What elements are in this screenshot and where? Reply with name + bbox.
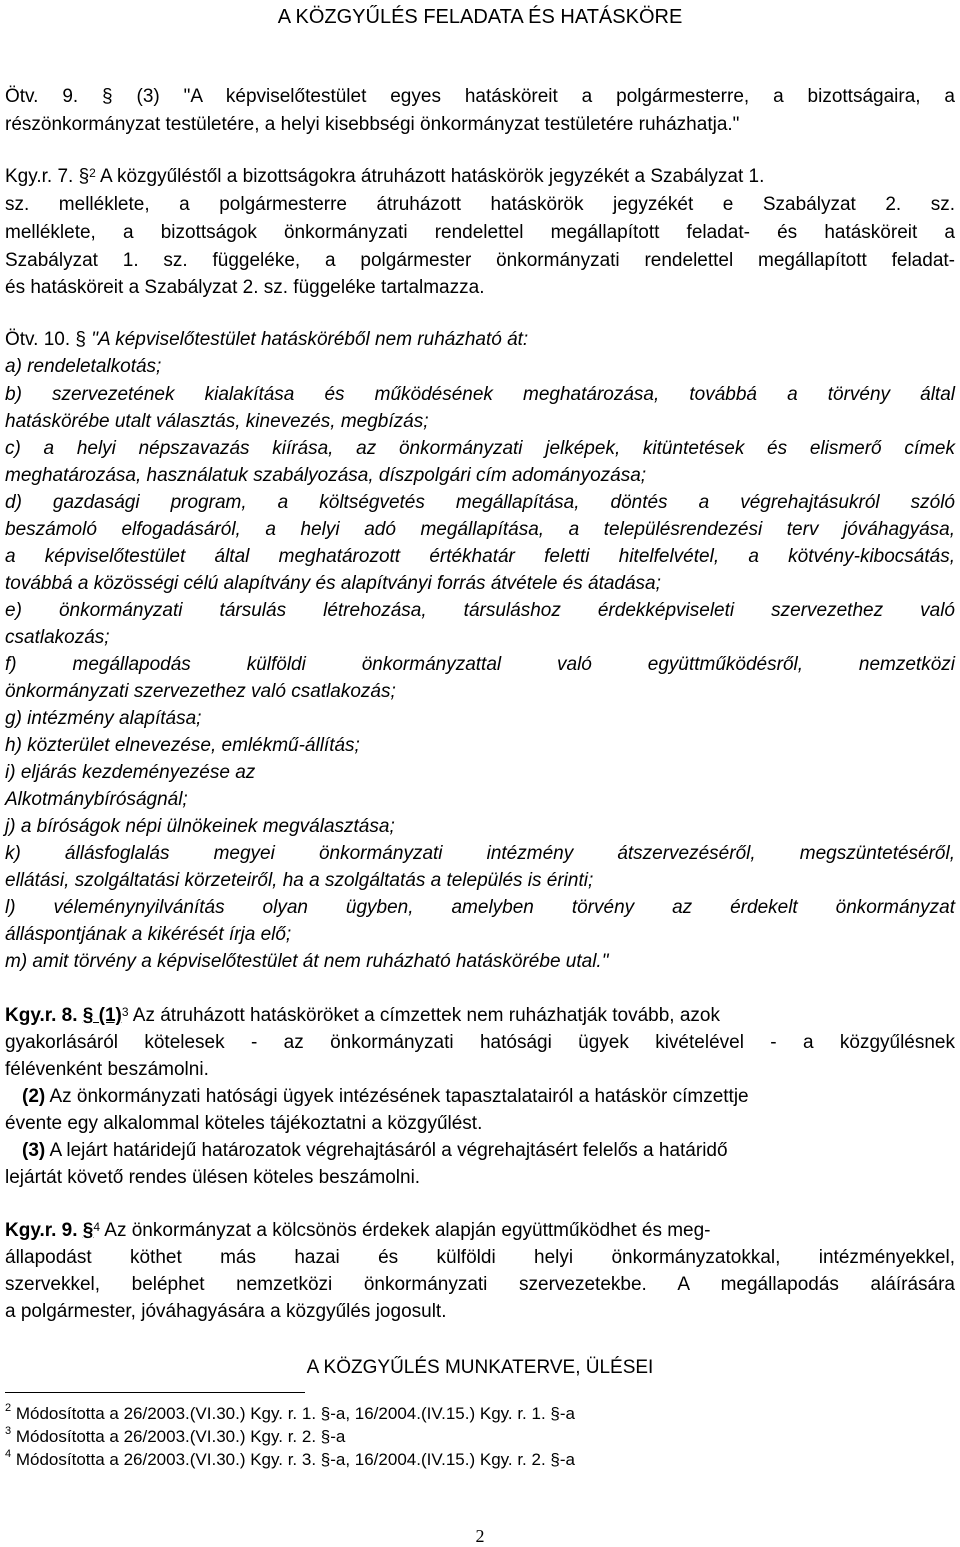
list-item: b) szervezetének kialakítása és működésének meghatározása, továbbá a törvény által (5, 384, 955, 405)
footnote-text: Módosította a 26/2003.(VI.30.) Kgy. r. 3. §-a, 16/2004.(IV.15.) Kgy. r. 2. §-a (11, 1450, 575, 1469)
paragraph-line: sz. melléklete, a polgármesterre átruházott hatáskörök jegyzékét e Szabályzat 2. sz. (5, 194, 955, 215)
footnote (5, 1450, 575, 1470)
list-item: l) véleménynyilvánítás olyan ügyben, amelyben törvény az érdekelt önkormányzat (5, 897, 955, 918)
footnote-text: Módosította a 26/2003.(VI.30.) Kgy. r. 2. §-a (11, 1427, 346, 1446)
list-item: j) a bíróságok népi ülnökeinek megválasztása; (5, 816, 395, 837)
paragraph-line: a polgármester, jóváhagyására a közgyűlés jogosult. (5, 1301, 447, 1322)
paragraph-line: részönkormányzat testületére, a helyi kisebbségi önkormányzat testületére ruházhatja." (5, 114, 740, 135)
rule-reference: Kgy.r. 7. § (5, 166, 90, 187)
paragraph-text: A közgyűléstől a bizottságokra átruházott hatáskörök jegyzékét a Szabályzat 1. (95, 166, 765, 187)
footnote-number: 2 (5, 1402, 12, 1414)
paragraph-line (5, 1220, 955, 1242)
list-item: h) közterület elnevezése, emlékmű-állítás; (5, 735, 360, 756)
rule-reference: Kgy.r. 8. (5, 1005, 78, 1026)
list-item: k) állásfoglalás megyei önkormányzati intézmény átszervezéséről, megszüntetéséről, (5, 843, 955, 864)
list-item: csatlakozás; (5, 627, 110, 648)
paragraph-line: állapodást köthet más hazai és külföldi helyi önkormányzatokkal, intézményekkel, (5, 1247, 955, 1268)
paragraph-line: Ötv. 9. § (3) "A képviselőtestület egyes hatásköreit a polgármesterre, a bizottságaira, a (5, 86, 955, 107)
footnote-marker: 3 (121, 1005, 129, 1019)
list-item: a képviselőtestület által meghatározott értékhatár feletti hitelfelvétel, a kötvény-kibocsátás, (5, 546, 955, 567)
paragraph-line: szervekkel, beléphet nemzetközi önkormányzati szervezetekbe. A megállapodás aláírására (5, 1274, 955, 1295)
footnote-marker: 2 (89, 166, 96, 180)
paragraph-text: A lejárt határidejű határozatok végrehajtásáról a végrehajtásért felelős a határidő (45, 1140, 728, 1161)
paragraph-line (5, 329, 955, 351)
list-item: i) eljárás kezdeményezése az (5, 762, 256, 783)
paragraph-line: melléklete, a bizottságok önkormányzati rendelettel megállapított feladat- és hatásköreit a (5, 222, 955, 243)
paragraph-line: évente egy alkalommal köteles tájékoztatni a közgyűlést. (5, 1113, 483, 1134)
list-item: e) önkormányzati társulás létrehozása, társuláshoz érdekképviseleti szervezethez való (5, 600, 955, 621)
list-item: d) gazdasági program, a költségvetés megállapítása, döntés a végrehajtásukról szóló (5, 492, 955, 513)
paragraph-line: és hatásköreit a Szabályzat 2. sz. függeléke tartalmazza. (5, 277, 485, 298)
quote-intro: "A képviselőtestület hatásköréből nem ruházható át: (85, 329, 529, 350)
subsection-number: (3) (22, 1140, 46, 1161)
section-heading: A KÖZGYŰLÉS MUNKATERVE, ÜLÉSEI (306, 1357, 654, 1378)
section-number: § (82, 1220, 94, 1241)
paragraph-line: lejártát követő rendes ülésen köteles beszámolni. (5, 1167, 421, 1188)
paragraph-line: gyakorlásáról kötelesek - az önkormányzati hatósági ügyek kivételével - a közgyűlésnek (5, 1032, 955, 1053)
list-item: hatáskörébe utalt választás, kinevezés, megbízás; (5, 411, 429, 432)
paragraph-line (5, 1005, 955, 1027)
paragraph-line (5, 1140, 955, 1162)
paragraph-text: Az önkormányzat a kölcsönös érdekek alapján együttműködhet és meg- (100, 1220, 711, 1241)
list-item: c) a helyi népszavazás kiírása, az önkormányzati jelképek, kitüntetések és elismerő címek (5, 438, 955, 459)
list-item: beszámoló elfogadásáról, a helyi adó megállapítása, a településrendezési terv jóváhagyása, (5, 519, 955, 540)
footnote-separator (5, 1392, 305, 1393)
list-item: f) megállapodás külföldi önkormányzattal való együttműködésről, nemzetközi (5, 654, 955, 675)
law-reference: Ötv. 10. § (5, 329, 86, 350)
list-item: g) intézmény alapítása; (5, 708, 202, 729)
list-item: m) amit törvény a képviselőtestület át nem ruházható hatáskörébe utal." (5, 951, 609, 972)
footnote (5, 1427, 345, 1447)
paragraph-text: Az önkormányzati hatósági ügyek intézésének tapasztalatairól a hatáskör címzettje (45, 1086, 749, 1107)
paragraph-line: félévenként beszámolni. (5, 1059, 209, 1080)
list-item: ellátási, szolgáltatási körzeteiről, ha a szolgáltatás a település is érinti; (5, 870, 594, 891)
list-item: meghatározása, használatuk szabályozása, díszpolgári cím adományozása; (5, 465, 647, 486)
subsection-number: (2) (22, 1086, 46, 1107)
paragraph-line (5, 166, 955, 188)
footnote-number: 4 (5, 1448, 12, 1460)
list-item: továbbá a közösségi célú alapítvány és alapítványi forrás átvétele és átadása; (5, 573, 661, 594)
footnote-marker: 4 (93, 1220, 101, 1234)
page-number: 2 (475, 1526, 485, 1546)
footnote (5, 1404, 575, 1424)
section-heading: A KÖZGYŰLÉS FELADATA ÉS HATÁSKÖRE (277, 6, 683, 28)
section-number: § (1) (82, 1005, 122, 1026)
paragraph-line: Szabályzat 1. sz. függeléke, a polgármester önkormányzati rendelettel megállapított feladat- (5, 250, 955, 271)
paragraph-text: Az átruházott hatásköröket a címzettek nem ruházhatják tovább, azok (128, 1005, 720, 1026)
footnote-text: Módosította a 26/2003.(VI.30.) Kgy. r. 1. §-a, 16/2004.(IV.15.) Kgy. r. 1. §-a (11, 1404, 575, 1423)
list-item: önkormányzati szervezethez való csatlakozás; (5, 681, 396, 702)
list-item: álláspontjának a kikérését írja elő; (5, 924, 292, 945)
paragraph-line (5, 1086, 955, 1108)
rule-reference: Kgy.r. 9. (5, 1220, 78, 1241)
list-item: a) rendeletalkotás; (5, 356, 162, 377)
list-item: Alkotmánybíróságnál; (5, 789, 188, 810)
footnote-number: 3 (5, 1425, 12, 1437)
